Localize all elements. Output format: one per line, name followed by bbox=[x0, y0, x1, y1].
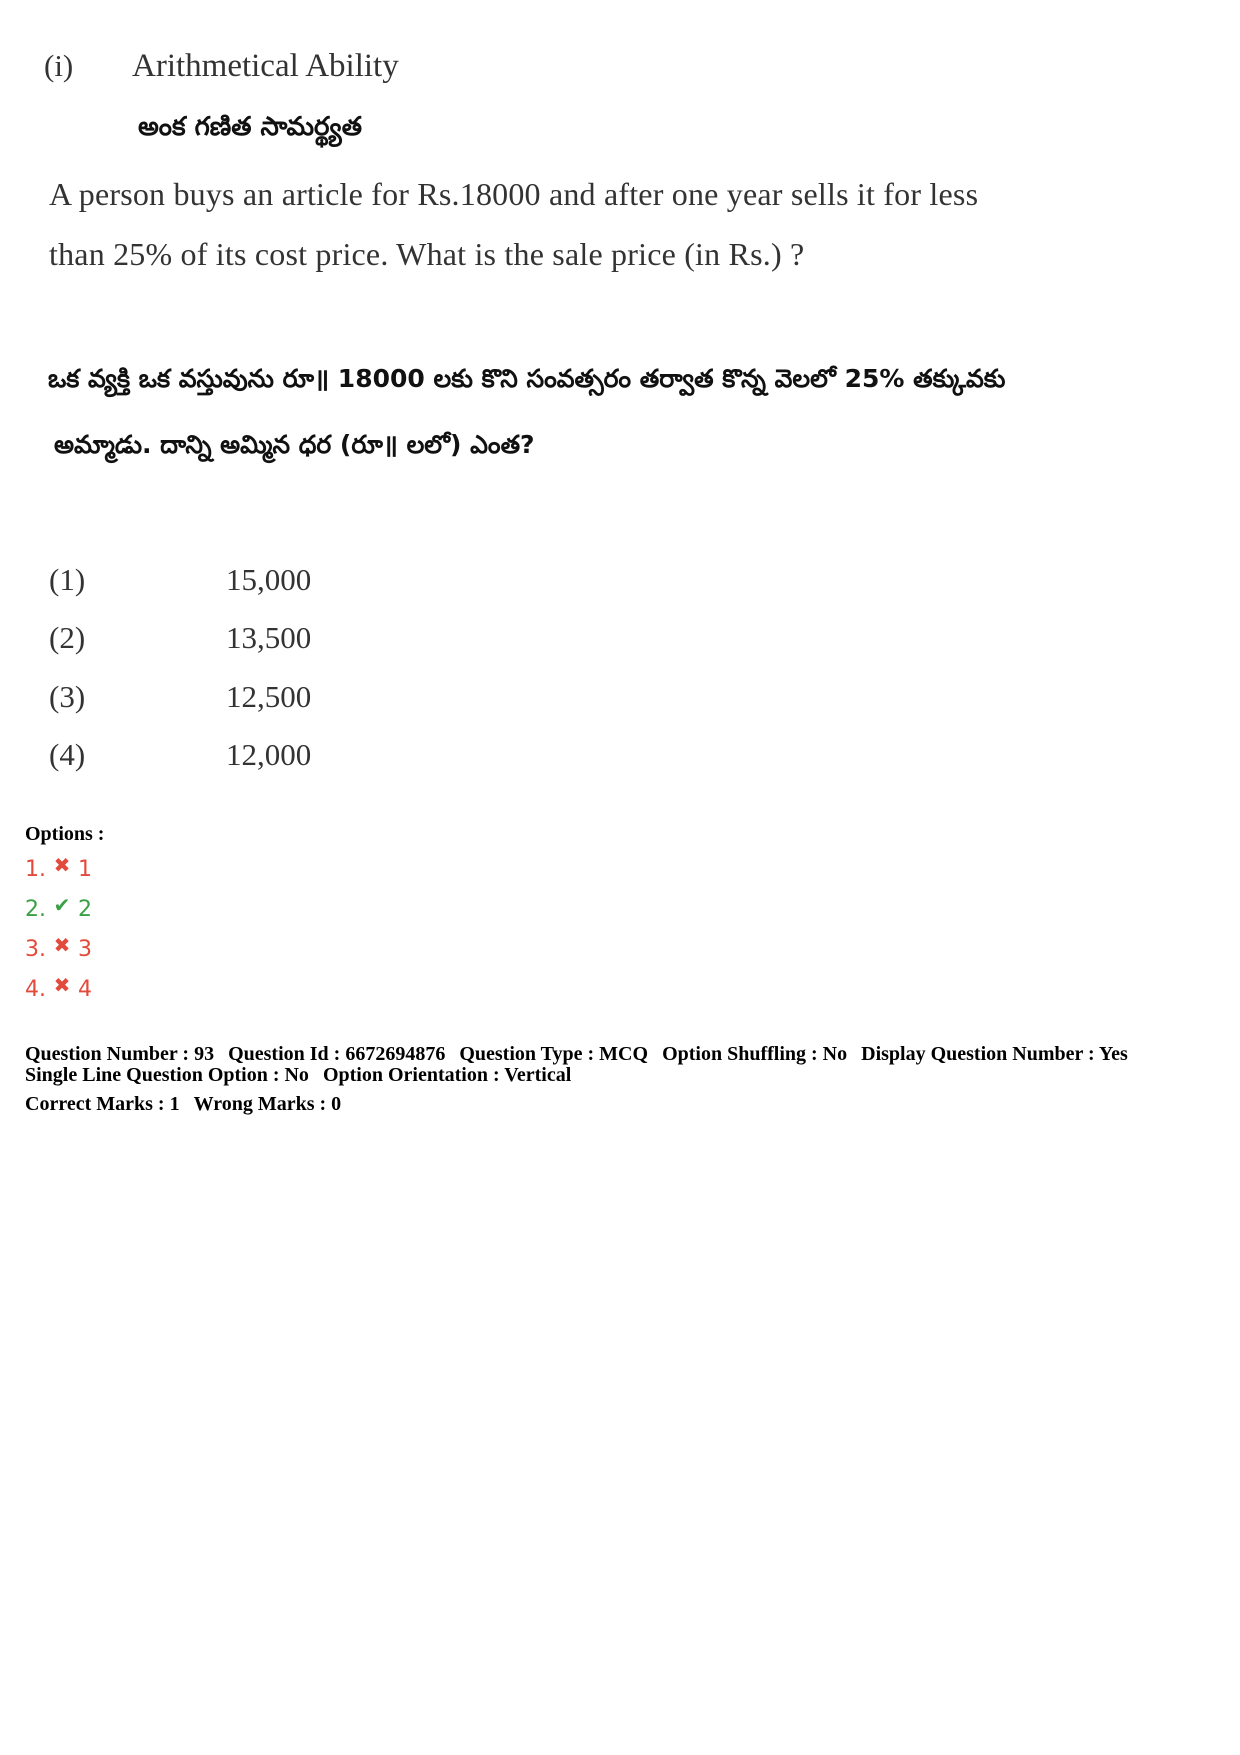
option-3 bbox=[25, 933, 92, 962]
section-title-telugu: అంక గణిత సామర్థ్యత bbox=[138, 112, 362, 142]
choice-value-1: 15,000 bbox=[226, 562, 312, 597]
option-index: 1. bbox=[25, 857, 46, 882]
meta-line-2 bbox=[25, 1064, 571, 1087]
option-shuffling: Option Shuffling : No bbox=[662, 1043, 848, 1065]
check-icon: ✔ bbox=[53, 893, 71, 917]
option-index: 3. bbox=[25, 937, 46, 962]
choice-value-2: 13,500 bbox=[226, 620, 312, 655]
section-number: (i) bbox=[44, 48, 74, 83]
option-index: 4. bbox=[25, 977, 46, 1002]
display-question-number: Display Question Number : Yes bbox=[861, 1043, 1128, 1065]
choice-number-3: (3) bbox=[49, 679, 86, 714]
single-line-option: Single Line Question Option : No bbox=[25, 1064, 309, 1086]
meta-line-1 bbox=[25, 1043, 1128, 1066]
meta-line-3 bbox=[25, 1093, 341, 1116]
option-index: 2. bbox=[25, 897, 46, 922]
choice-value-4: 12,000 bbox=[226, 737, 312, 772]
question-type: Question Type : MCQ bbox=[459, 1043, 649, 1065]
option-value: 1 bbox=[78, 857, 92, 882]
choice-number-2: (2) bbox=[49, 620, 86, 655]
question-number: Question Number : 93 bbox=[25, 1043, 215, 1065]
correct-marks: Correct Marks : 1 bbox=[25, 1093, 180, 1115]
choice-value-3: 12,500 bbox=[226, 679, 312, 714]
question-telugu-line-2: అమ్మాడు. దాన్ని అమ్మిన ధర (రూ॥ లలో) ఎంత? bbox=[54, 430, 535, 459]
cross-icon: ✖ bbox=[53, 973, 71, 997]
section-title: Arithmetical Ability bbox=[132, 48, 399, 84]
option-orientation: Option Orientation : Vertical bbox=[322, 1064, 572, 1086]
wrong-marks: Wrong Marks : 0 bbox=[193, 1093, 342, 1115]
cross-icon: ✖ bbox=[53, 853, 71, 877]
option-value: 3 bbox=[78, 937, 92, 962]
option-2 bbox=[25, 893, 92, 922]
choice-number-1: (1) bbox=[49, 562, 86, 597]
option-value: 2 bbox=[78, 897, 92, 922]
question-telugu-line-1: ఒక వ్యక్తి ఒక వస్తువును రూ॥ 18000 లకు కొని సంవత్సరం తర్వాత కొన్న వెలలో 25% తక్కువకు bbox=[48, 364, 1006, 393]
option-value: 4 bbox=[78, 977, 92, 1002]
choice-number-4: (4) bbox=[49, 737, 86, 772]
question-text-line-1: A person buys an article for Rs.18000 and after one year sells it for less bbox=[49, 176, 979, 212]
question-text-line-2: than 25% of its cost price. What is the sale price (in Rs.) ? bbox=[49, 236, 805, 272]
options-label: Options : bbox=[25, 823, 105, 845]
cross-icon: ✖ bbox=[53, 933, 71, 957]
option-4 bbox=[25, 973, 92, 1002]
option-1 bbox=[25, 853, 92, 882]
question-id: Question Id : 6672694876 bbox=[228, 1043, 446, 1065]
